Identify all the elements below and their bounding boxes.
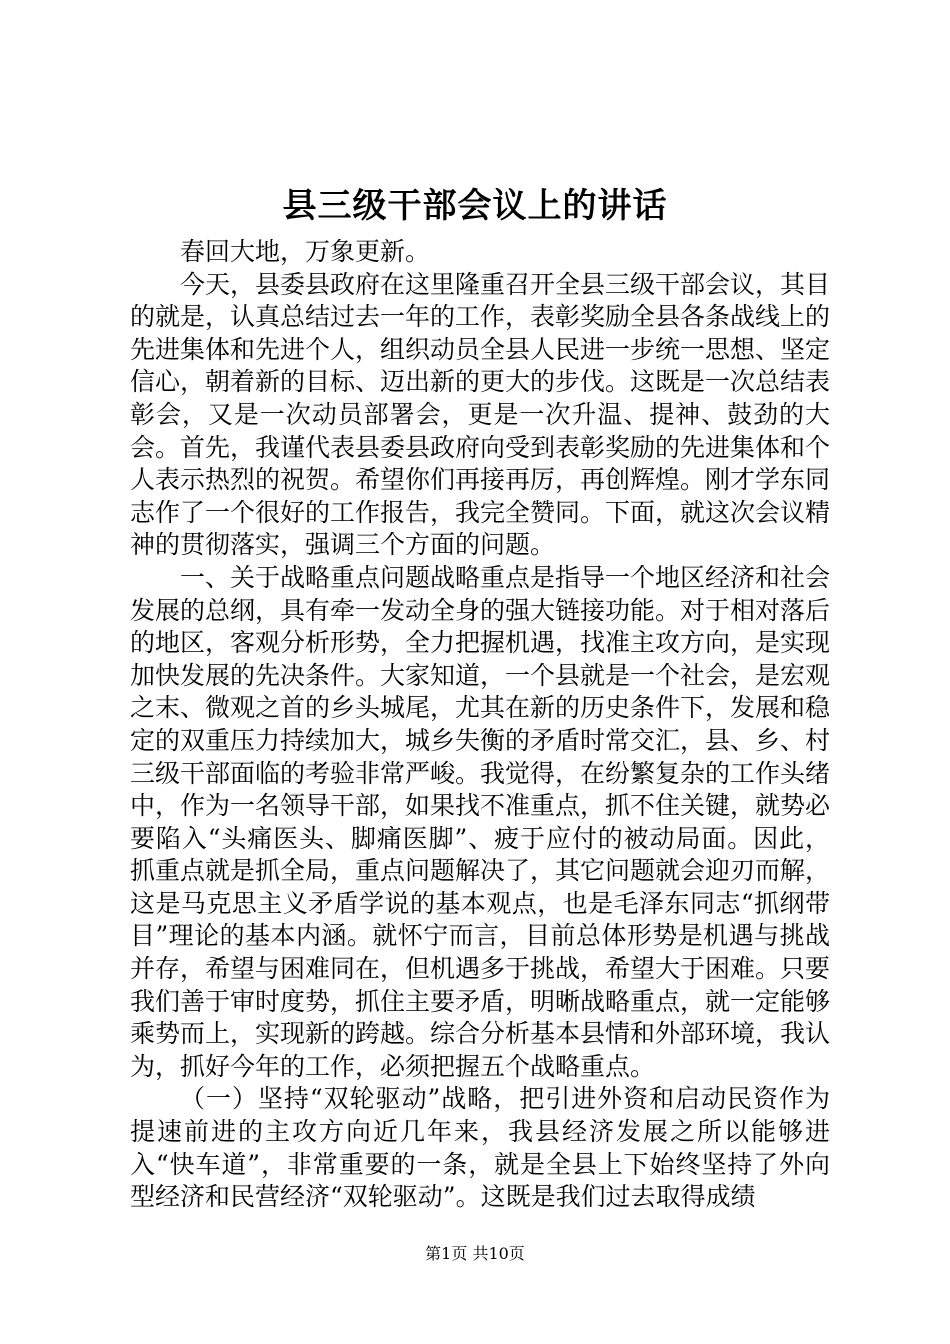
paragraph: 今天，县委县政府在这里隆重召开全县三级干部会议，其目的就是，认真总结过去一年的工作，表彰奖励全县各条战线上的先进集体和先进个人，组织动员全县人民进一步统一思想、坚定信心，朝着新的目标、迈出新的更大的步伐。这既是一次总结表彰会，又是一次动员部署会，更是一次升温、提神、鼓劲的大会。首先，我谨代表县委县政府向受到表彰奖励的先进集体和个人表示热烈的祝贺。希望你们再接再厉，再创辉煌。刚才学东同志作了一个很好的工作报告，我完全赞同。下面，就这次会议精神的贯彻落实，强调三个方面的问题。 [130, 269, 831, 560]
paragraph: （一）坚持“双轮驱动”战略，把引进外资和启动民资作为提速前进的主攻方向近几年来，我县经济发展之所以能够进入“快车道”，非常重要的一条，就是全县上下始终坚持了外向型经济和民营经济“双轮驱动”。这既是我们过去取得成绩 [130, 1084, 830, 1212]
paragraph: 一、关于战略重点问题战略重点是指导一个地区经济和社会发展的总纲，具有牵一发动全身的强大链接功能。对于相对落后的地区，客观分析形势，全力把握机遇，找准主攻方向，是实现加快发展的先决条件。大家知道，一个县就是一个社会，是宏观之末、微观之首的乡头城尾，尤其在新的历史条件下，发展和稳定的双重压力持续加大，城乡失衡的矛盾时常交汇，县、乡、村三级干部面临的考验非常严峻。我觉得，在纷繁复杂的工作头绪中，作为一名领导干部，如果找不准重点，抓不住关键，就势必要陷入“头痛医头、脚痛医脚”、疲于应付的被动局面。因此，抓重点就是抓全局，重点问题解决了，其它问题就会迎刃而解，这是马克思主义矛盾学说的基本观点，也是毛泽东同志“抓纲带目”理论的基本内涵。就怀宁而言，目前总体形势是机遇与挑战并存，希望与困难同在，但机遇多于挑战，希望大于困难。只要我们善于审时度势，抓住主要矛盾，明晰战略重点，就一定能够乘势而上，实现新的跨越。综合分析基本县情和外部环境，我认为，抓好今年的工作，必须把握五个战略重点。 [130, 562, 831, 1081]
page-number-footer: 第1页 共10页 [425, 1244, 525, 1263]
document-body [130, 236, 830, 1214]
document-title: 县三级干部会议上的讲话 [282, 186, 668, 226]
paragraph: 春回大地，万象更新。 [180, 237, 431, 266]
